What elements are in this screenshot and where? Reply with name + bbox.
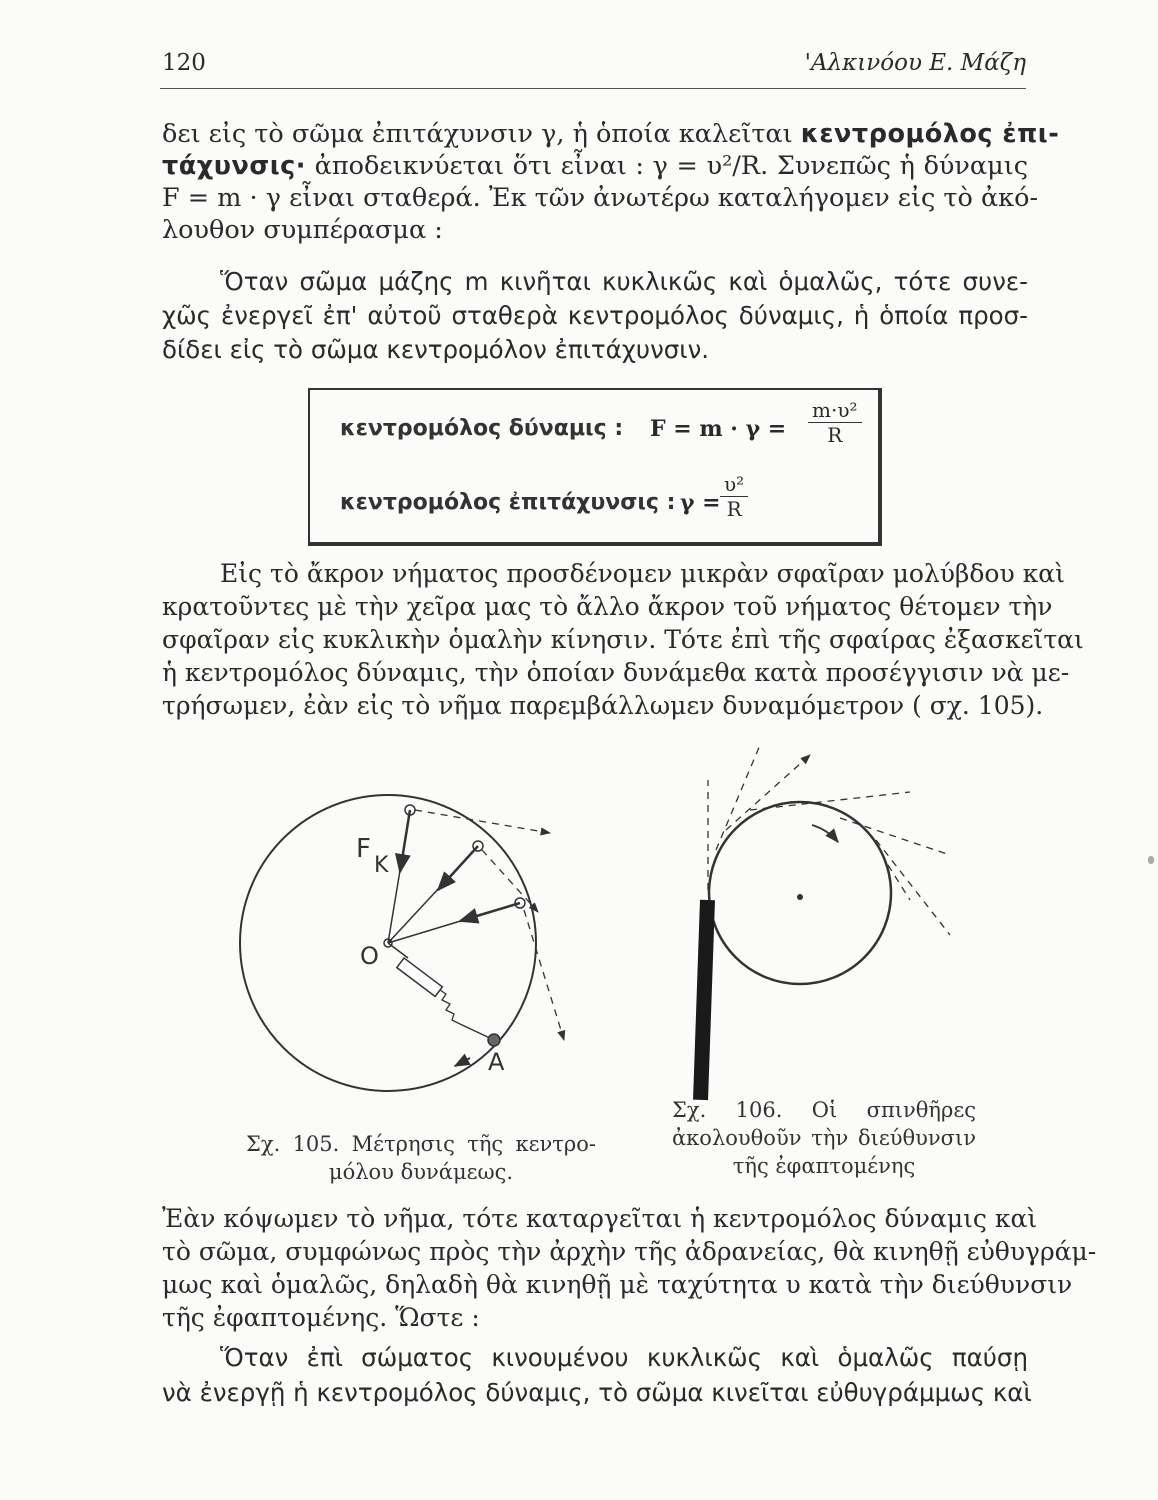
force-fraction xyxy=(808,398,862,447)
text-line: ἡ κεντρομόλος δύναμις, τὴν ὁποίαν δυνάμεθα κατὰ προσέγγισιν νὰ με- xyxy=(162,658,1070,687)
figure-106-drawing xyxy=(693,745,950,1100)
motion-arrow xyxy=(455,1058,470,1066)
figure-105-and-106 xyxy=(160,740,1030,1140)
force-label: κεντρομόλος δύναμις : xyxy=(340,416,624,441)
accel-denominator: R xyxy=(726,497,742,521)
tool-blade xyxy=(693,900,715,1100)
text-line: δει εἰς τὸ σῶμα ἐπιτάχυνσιν γ, ἡ ὁποία καλεῖται κεντρομόλος ἐπι- xyxy=(162,119,1060,149)
label-o: O xyxy=(360,942,379,970)
force-arrow xyxy=(438,846,478,890)
statement-paragraph-1 xyxy=(162,265,1028,367)
page-number: 120 xyxy=(162,50,206,76)
text-line: μως καὶ ὁμαλῶς, δηλαδὴ θὰ κινηθῇ μὲ ταχύτητα υ κατὰ τὴν διεύθυνσιν xyxy=(162,1270,1073,1299)
text-line: Ὅταν ἐπὶ σώματος κινουμένου κυκλικῶς καὶ ὁμαλῶς παύσῃ xyxy=(220,1343,1028,1372)
label-a: A xyxy=(488,1048,505,1076)
scan-speck xyxy=(1148,856,1154,864)
force-denominator: R xyxy=(827,423,843,447)
force-arrow xyxy=(460,903,520,921)
text-line: Ὅταν σῶμα μάζης m κινῆται κυκλικῶς καὶ ὁμαλῶς, τότε συνε- xyxy=(220,267,1028,296)
statement-paragraph-2 xyxy=(162,1340,1032,1410)
force-arrow xyxy=(400,810,410,872)
grinding-wheel xyxy=(709,802,891,984)
spring xyxy=(440,990,460,1024)
text-line: Εἰς τὸ ἄκρον νήματος προσδένομεν μικρὰν σφαῖραν μολύβδου καὶ xyxy=(220,559,1065,588)
label-fk: F xyxy=(356,834,371,864)
force-expression: F = m · γ = xyxy=(650,416,787,442)
intro-paragraph xyxy=(162,118,1060,246)
figures-area xyxy=(160,740,1030,1140)
figure-106-caption xyxy=(672,1096,976,1180)
running-head: 'Αλκινόου Ε. Μάζη xyxy=(804,50,1026,76)
spark-line xyxy=(840,818,950,855)
header-rule xyxy=(160,88,1026,89)
caption-line: ἀκολουθοῦν τὴν διεύθυνσιν xyxy=(672,1126,976,1150)
page-header xyxy=(162,46,1026,86)
formula-box xyxy=(308,388,882,546)
spark-line xyxy=(716,745,760,850)
rotation-arrow xyxy=(812,825,838,842)
tangent-line xyxy=(524,910,564,1040)
text-line: F = m · γ εἶναι σταθερά. Ἐκ τῶν ἀνωτέρω καταλήγομεν εἰς τὸ ἀκό- xyxy=(162,183,1039,213)
dynamometer xyxy=(397,958,443,996)
caption-line: Σχ. 106. Οἱ σπινθῆρες xyxy=(672,1098,976,1122)
accel-fraction xyxy=(720,472,748,521)
text-line: σφαῖραν εἰς κυκλικὴν ὁμαλὴν κίνησιν. Τότε ἐπὶ τῆς σφαίρας ἐξασκεῖται xyxy=(162,625,1084,654)
text-line: τὸ σῶμα, συμφώνως πρὸς τὴν ἀρχὴν τῆς ἀδρανείας, θὰ κινηθῇ εὐθυγράμ- xyxy=(162,1237,1097,1266)
text-line: κρατοῦντες μὲ τὴν χεῖρα μας τὸ ἄλλο ἄκρον τοῦ νήματος θέτομεν τὴν xyxy=(162,592,1053,621)
text-line: χῶς ἐνεργεῖ ἐπ' αὐτοῦ σταθερὰ κεντρομόλος δύναμις, ἡ ὁποία προσ- xyxy=(162,301,1028,330)
conclusion-paragraph xyxy=(162,1202,1097,1334)
accel-expression: γ = xyxy=(680,490,721,516)
accel-numerator: υ² xyxy=(720,472,748,497)
text-line: τρήσωμεν, ἐὰν εἰς τὸ νῆμα παρεμβάλλωμεν δυναμόμετρον ( σχ. 105). xyxy=(162,691,1044,720)
text-line: λουθον συμπέρασμα : xyxy=(162,215,443,245)
text-line: δίδει εἰς τὸ σῶμα κεντρομόλον ἐπιτάχυνσιν. xyxy=(162,335,710,364)
experiment-paragraph xyxy=(162,557,1084,722)
sphere-a xyxy=(488,1034,500,1046)
text-line: νὰ ἐνεργῇ ἡ κεντρομόλος δύναμις, τὸ σῶμα κινεῖται εὐθυγράμμως καὶ xyxy=(162,1378,1032,1407)
text-line: Ἐὰν κόψωμεν τὸ νῆμα, τότε καταργεῖται ἡ κεντρομόλος δύναμις καὶ xyxy=(162,1204,1038,1233)
spark-line xyxy=(726,755,810,830)
figure-105-drawing xyxy=(240,795,564,1091)
caption-line: Σχ. 105. Μέτρησις τῆς κεντρο- xyxy=(246,1132,596,1156)
text-line: τάχυνσις· ἀποδεικνύεται ὅτι εἶναι : γ = υ²/R. Συνεπῶς ἡ δύναμις xyxy=(162,151,1028,181)
text-line: τῆς ἐφαπτομένης. Ὥστε : xyxy=(162,1303,480,1332)
force-numerator: m·υ² xyxy=(808,398,862,423)
label-fk-sub: K xyxy=(374,853,389,878)
figure-105-caption xyxy=(246,1130,596,1186)
wheel-center xyxy=(797,894,803,900)
accel-label: κεντρομόλος ἐπιτάχυνσις : xyxy=(340,490,676,515)
caption-line: μόλου δυνάμεως. xyxy=(328,1160,514,1184)
caption-line: τῆς ἐφαπτομένης xyxy=(732,1154,916,1178)
